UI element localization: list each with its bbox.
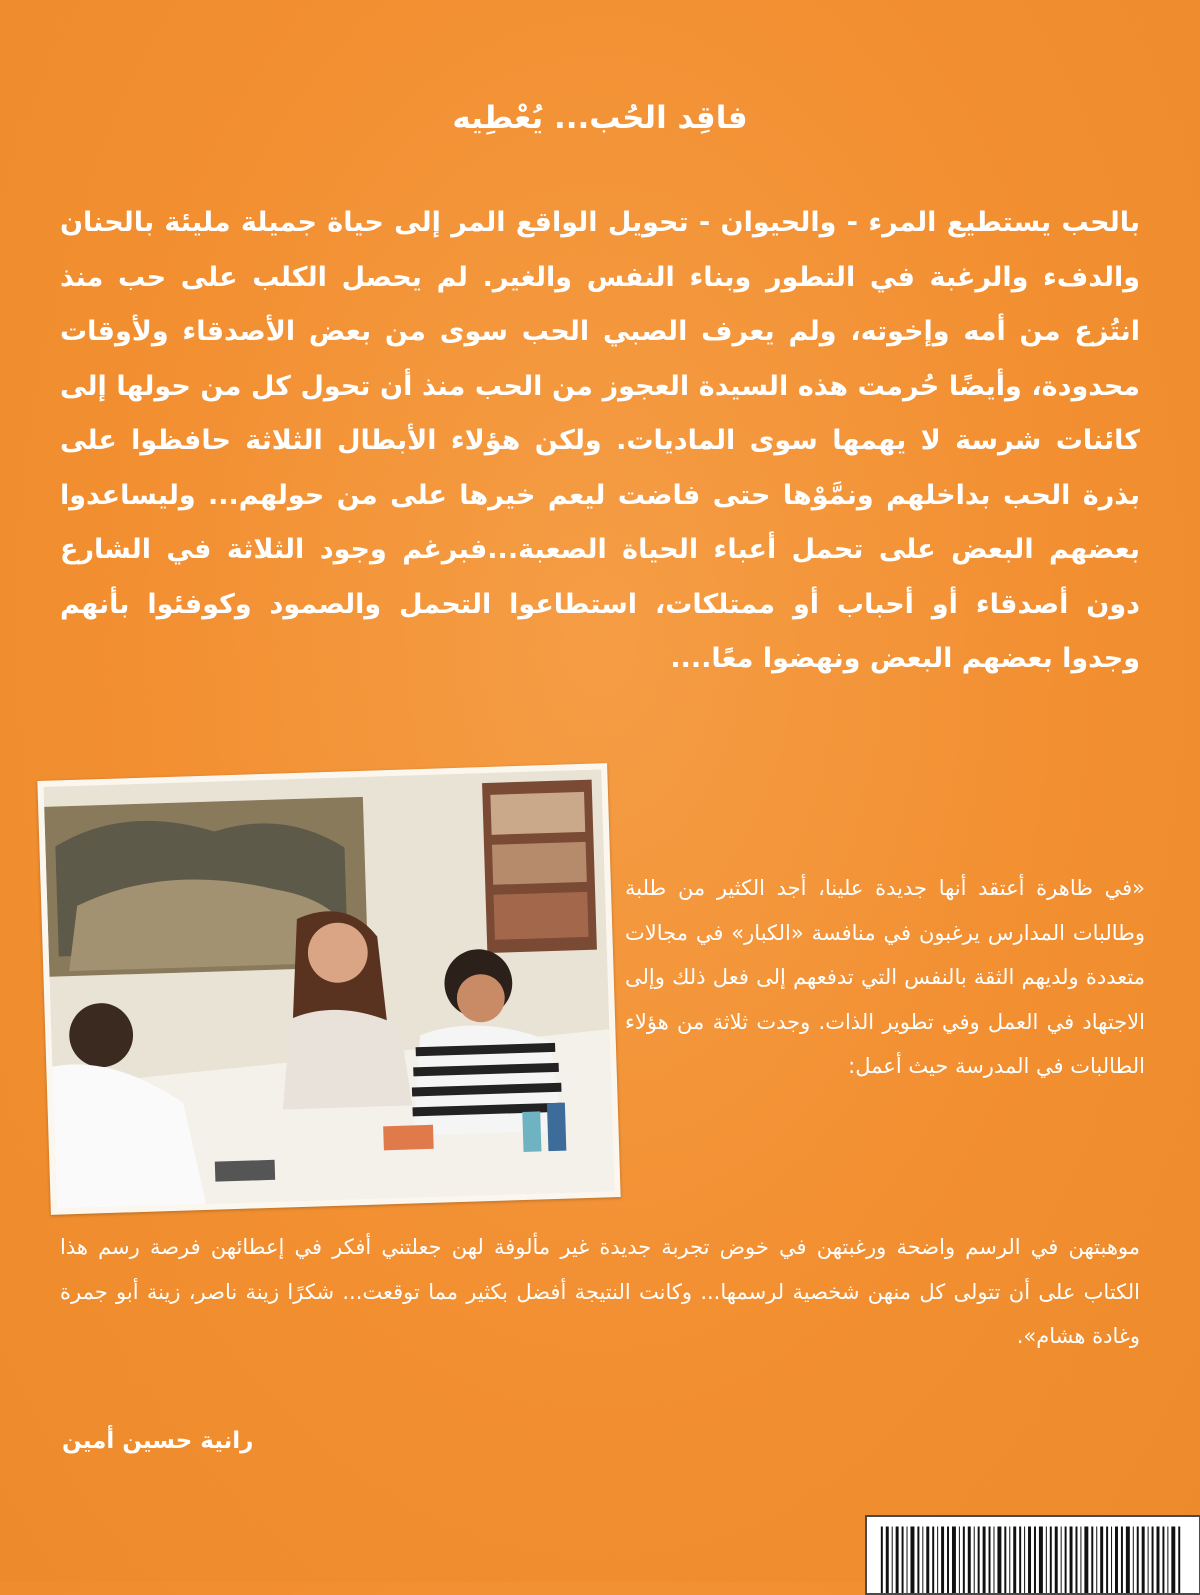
photo-illustration xyxy=(44,769,615,1208)
back-cover-title: فاقِد الحُب... يُعْطِيه xyxy=(452,100,748,136)
barcode xyxy=(865,1515,1200,1595)
author-name: رانية حسين أمين xyxy=(62,1428,254,1454)
author-quote-top: «في ظاهرة أعتقد أنها جديدة علينا، أجد الكثير من طلبة وطالبات المدارس يرغبون في منافسة «الكبار» في مجالات متعددة ولديهم الثقة بالنفس التي تدفعهم إلى فعل ذلك وإلى الاجتهاد في العمل وفي تطوير الذات. وجدت ثلاثة من هؤلاء الطالبات في المدرسة حيث أعمل: xyxy=(625,876,1145,1078)
book-blurb: بالحب يستطيع المرء - والحيوان - تحويل الواقع المر إلى حياة جميلة مليئة بالحنان والدفء والرغبة في التطور وبناء النفس والغير. لم يحصل الكلب على حب منذ انتُزع من أمه وإخوته، ولم يعرف الصبي الحب سوى من بعض الأصدقاء ولأوقات محدودة، وأيضًا حُرمت هذه السيدة العجوز من الحب منذ أن تحول كل من حولها إلى كائنات شرسة لا يهمها سوى الماديات. ولكن هؤلاء الأبطال الثلاثة حافظوا على بذرة الحب بداخلهم ونمَّوْها حتى فاضت ليعم خيرها على من حولهم... وليساعدوا بعضهم البعض على تحمل أعباء الحياة الصعبة...فبرغم وجود الثلاثة في الشارع دون أصدقاء أو أحباب أو ممتلكات، استطاعوا التحمل والصمود وكوفئوا بأنهم وجدوا بعضهم البعض ونهضوا معًا.... xyxy=(60,207,1140,674)
author-quote-bottom: موهبتهن في الرسم واضحة ورغبتهن في خوض تجربة جديدة غير مألوفة لهن جعلتني أفكر في إعطائهن فرصة رسم هذا الكتاب على أن تتولى كل منهن شخصية لرسمها... وكانت النتيجة أفضل بكثير مما توقعت... شكرًا زينة ناصر، زينة أبو جمرة وغادة هشام». xyxy=(60,1235,1140,1348)
students-painting-photo xyxy=(37,763,620,1215)
